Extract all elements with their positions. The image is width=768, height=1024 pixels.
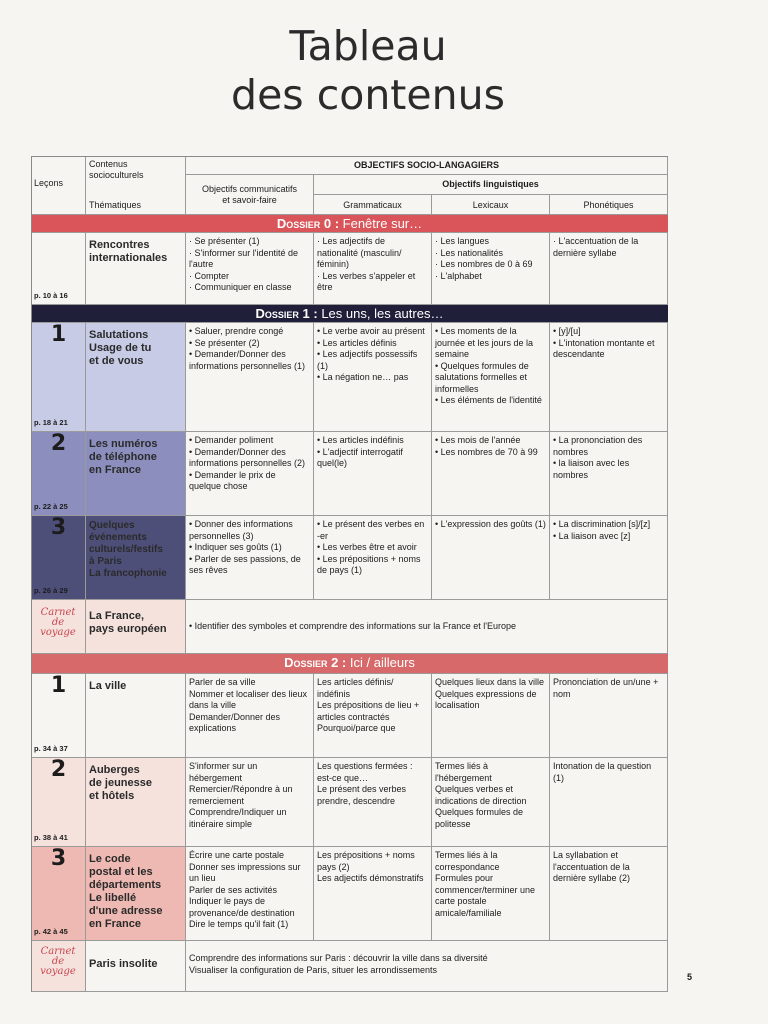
lesson-number: 1	[50, 674, 67, 698]
d1-3-lex	[432, 516, 550, 600]
list-item: Comprendre des informations sur Paris : découvrir la ville dans sa diversité	[189, 953, 488, 963]
list-item: • La discrimination [s]/[z]	[553, 519, 651, 529]
d1-2-theme: Les numéros de téléphone en France	[86, 432, 186, 516]
list-item: • Les nombres de 70 à 99	[435, 446, 538, 457]
list-item: · Les adjectifs de nationalité (masculin/ féminin)	[317, 236, 402, 269]
d2-3-lex	[432, 847, 550, 941]
title-line-1: Tableau	[289, 22, 447, 70]
list-item: · Se présenter (1)	[189, 236, 260, 246]
list-item: • Les moments de la journée et les jours de la semaine	[435, 326, 534, 359]
header-lecons: Leçons	[31, 156, 86, 215]
d1-1-lex	[432, 323, 550, 432]
page-number: 5	[687, 972, 693, 982]
d2-2-lecon-cell	[31, 758, 86, 847]
list-item: • Demander poliment	[189, 435, 274, 445]
dossier-2-band	[31, 654, 668, 674]
list-item: • Le verbe avoir au présent	[317, 326, 425, 336]
list-item: • L'intonation montante et descendante	[553, 337, 655, 359]
list-item: Les articles définis/ indéfinis	[317, 677, 394, 699]
d2-1-gram	[314, 674, 432, 758]
list-item: Comprendre/Indiquer un itinéraire simple	[189, 807, 287, 829]
list-item: Parler de ses activités	[189, 884, 278, 895]
list-item: • la liaison avec les nombres	[553, 458, 630, 480]
header-objectifs: OBJECTIFS SOCIO-LANGAGIERS	[186, 156, 668, 175]
list-item: · Les verbes s'appeler et être	[317, 270, 416, 292]
d1-1-theme: Salutations Usage de tu et de vous	[86, 323, 186, 432]
list-item: • Les articles définis	[317, 337, 397, 348]
list-item: • [y]/[u]	[553, 326, 581, 336]
list-item: • La négation ne… pas	[317, 372, 409, 382]
list-item: • Les adjectifs possessifs (1)	[317, 349, 418, 371]
d2-3-theme: Le code postal et les départements Le libellé d'une adresse en France	[86, 847, 186, 941]
dossier-0-band	[31, 215, 668, 233]
list-item: Donner ses impressions sur un lieu	[189, 861, 301, 883]
list-item: Les prépositions + noms pays (2)	[317, 850, 415, 872]
d0-comm	[186, 233, 314, 305]
d0-phon	[550, 233, 668, 305]
carnet-1-theme: La France, pays européen	[86, 600, 186, 654]
list-item: Formules pour commencer/terminer une carte postale amicale/familiale	[435, 873, 536, 918]
d2-1-theme: La ville	[86, 674, 186, 758]
d2-2-comm	[186, 758, 314, 847]
d0-theme: Rencontres internationales	[86, 233, 186, 305]
list-item: • Donner des informations personnelles (3)	[189, 519, 293, 541]
list-item: • Demander le prix de quelque chose	[189, 469, 276, 491]
d2-2-theme: Auberges de jeunesse et hôtels	[86, 758, 186, 847]
list-item: • La liaison avec [z]	[553, 530, 631, 541]
d0-lex	[432, 233, 550, 305]
d1-3-lecon-cell	[31, 516, 86, 600]
list-item: Remercier/Répondre à un remerciement	[189, 784, 293, 806]
dossier-1-band	[31, 305, 668, 323]
d0-gram	[314, 233, 432, 305]
d2-3-gram	[314, 847, 432, 941]
d2-2-lex	[432, 758, 550, 847]
dossier-1-title: Les uns, les autres…	[321, 306, 444, 321]
carnet-2-logo	[31, 941, 86, 992]
header-communicatifs: Objectifs communicatifs et savoir-faire	[186, 175, 314, 215]
list-item: • Indiquer ses goûts (1)	[189, 542, 282, 552]
list-item: • Quelques formules de salutations formelles et informelles	[435, 360, 529, 394]
list-item: Les adjectifs démonstratifs	[317, 873, 424, 883]
d0-lecon-cell	[31, 233, 86, 305]
d1-2-lex	[432, 432, 550, 516]
d2-1-comm	[186, 674, 314, 758]
list-item: S'informer sur un hébergement	[189, 761, 258, 783]
d0-pages: p. 10 à 16	[34, 290, 68, 300]
header-contenus	[86, 156, 186, 215]
carnet-1-text: • Identifier des symboles et comprendre des informations sur la France et l'Europe	[186, 600, 668, 654]
list-item: · L'accentuation de la dernière syllabe	[553, 236, 639, 258]
lesson-pages: p. 42 à 45	[34, 926, 68, 936]
d2-1-phon	[550, 674, 668, 758]
d2-3-phon	[550, 847, 668, 941]
lesson-number: 3	[50, 847, 67, 871]
list-item: Quelques formules de politesse	[435, 807, 524, 829]
d1-1-gram	[314, 323, 432, 432]
lesson-pages: p. 38 à 41	[34, 832, 68, 842]
header-contenus-label: Contenus socioculturels	[89, 159, 144, 180]
contents-table	[31, 156, 668, 992]
list-item: • Les mois de l'année	[435, 435, 521, 445]
list-item: • Les articles indéfinis	[317, 435, 404, 445]
list-item: • Les verbes être et avoir	[317, 542, 417, 552]
list-item: Dire le temps qu'il fait (1)	[189, 919, 289, 929]
dossier-2-title: Ici / ailleurs	[349, 655, 415, 670]
d2-2-gram	[314, 758, 432, 847]
list-item: • Les éléments de l'identité	[435, 395, 542, 405]
list-item: • L'adjectif interrogatif quel(le)	[317, 446, 403, 468]
carnet-1-logo	[31, 600, 86, 654]
dossier-1-label: Dossier 1 :	[255, 306, 322, 321]
dossier-0-title: Fenêtre sur…	[342, 216, 423, 231]
carnet-2-theme: Paris insolite	[86, 941, 186, 992]
list-item: Quelques lieux dans la ville	[435, 677, 545, 687]
header-thematiques: Thématiques	[89, 200, 142, 210]
d2-1-lex	[432, 674, 550, 758]
list-item: Les prépositions de lieu + articles contractés	[317, 700, 420, 722]
d1-2-phon	[550, 432, 668, 516]
title-line-2: des contenus	[231, 71, 505, 119]
list-item: Intonation de la question (1)	[553, 761, 652, 783]
list-item: Quelques expressions de localisation	[435, 688, 537, 710]
d1-2-comm	[186, 432, 314, 516]
lesson-number: 2	[50, 758, 67, 782]
d1-1-comm	[186, 323, 314, 432]
d1-3-gram	[314, 516, 432, 600]
header-lexicaux: Lexicaux	[432, 195, 550, 215]
list-item: Nommer et localiser des lieux dans la ville	[189, 688, 308, 710]
d1-3-phon	[550, 516, 668, 600]
list-item: • Les prépositions + noms de pays (1)	[317, 553, 421, 575]
list-item: · L'alphabet	[435, 270, 482, 281]
list-item: · Les nationalités	[435, 247, 504, 258]
dossier-0-label: Dossier 0 :	[276, 216, 343, 231]
list-item: • L'expression des goûts (1)	[435, 519, 546, 529]
list-item: Termes liés à l'hébergement	[435, 761, 492, 783]
dossier-2-label: Dossier 2 :	[284, 655, 350, 670]
lesson-number: 1	[50, 323, 67, 347]
list-item: • Se présenter (2)	[189, 337, 260, 348]
list-item: Quelques verbes et indications de direction	[435, 784, 527, 806]
lesson-number: 2	[50, 432, 67, 456]
lesson-pages: p. 26 à 29	[34, 585, 68, 595]
d2-3-lecon-cell	[31, 847, 86, 941]
list-item: Écrire une carte postale	[189, 850, 285, 860]
list-item: • Saluer, prendre congé	[189, 326, 284, 336]
list-item: Les questions fermées : est-ce que…	[317, 761, 413, 783]
list-item: Le présent des verbes prendre, descendre	[317, 784, 407, 806]
list-item: · Communiquer en classe	[189, 282, 292, 292]
d1-3-comm	[186, 516, 314, 600]
d1-1-lecon-cell	[31, 323, 86, 432]
list-item: • Parler de ses passions, de ses rêves	[189, 553, 301, 575]
list-item: La syllabation et l'accentuation de la dernière syllabe (2)	[553, 850, 631, 883]
carnet-de-voyage-logo: Carnet de voyage	[40, 607, 76, 638]
list-item: • La prononciation des nombres	[553, 435, 643, 457]
page-title	[0, 22, 768, 120]
d1-1-phon	[550, 323, 668, 432]
d1-3-theme: Quelques événements culturels/festifs à Paris La francophonie	[86, 516, 186, 600]
list-item: Pourquoi/parce que	[317, 723, 396, 733]
list-item: Visualiser la configuration de Paris, situer les arrondissements	[189, 964, 437, 975]
list-item: Indiquer le pays de provenance/de destination	[189, 896, 295, 918]
d2-2-phon	[550, 758, 668, 847]
lesson-pages: p. 22 à 25	[34, 501, 68, 511]
d1-2-lecon-cell	[31, 432, 86, 516]
header-linguistiques: Objectifs linguistiques	[314, 175, 668, 195]
list-item: Demander/Donner des explications	[189, 711, 281, 733]
list-item: · S'informer sur l'identité de l'autre	[189, 247, 298, 269]
header-grammaticaux: Grammaticaux	[314, 195, 432, 215]
list-item: · Les langues	[435, 236, 490, 246]
list-item: Parler de sa ville	[189, 677, 256, 687]
d2-3-comm	[186, 847, 314, 941]
list-item: · Les nombres de 0 à 69	[435, 259, 533, 269]
list-item: Prononciation de un/une + nom	[553, 677, 659, 699]
list-item: Termes liés à la correspondance	[435, 850, 500, 872]
d1-2-gram	[314, 432, 432, 516]
lesson-pages: p. 34 à 37	[34, 743, 68, 753]
list-item: · Compter	[189, 270, 230, 281]
list-item: • Demander/Donner des informations personnelles (1)	[189, 349, 306, 371]
carnet-2-text	[186, 941, 668, 992]
d2-1-lecon-cell	[31, 674, 86, 758]
lesson-number: 3	[50, 516, 67, 540]
lesson-pages: p. 18 à 21	[34, 417, 68, 427]
list-item: • Le présent des verbes en -er	[317, 519, 425, 541]
header-phonetiques: Phonétiques	[550, 195, 668, 215]
carnet-de-voyage-logo: Carnet de voyage	[40, 946, 76, 977]
list-item: • Demander/Donner des informations personnelles (2)	[189, 446, 306, 468]
